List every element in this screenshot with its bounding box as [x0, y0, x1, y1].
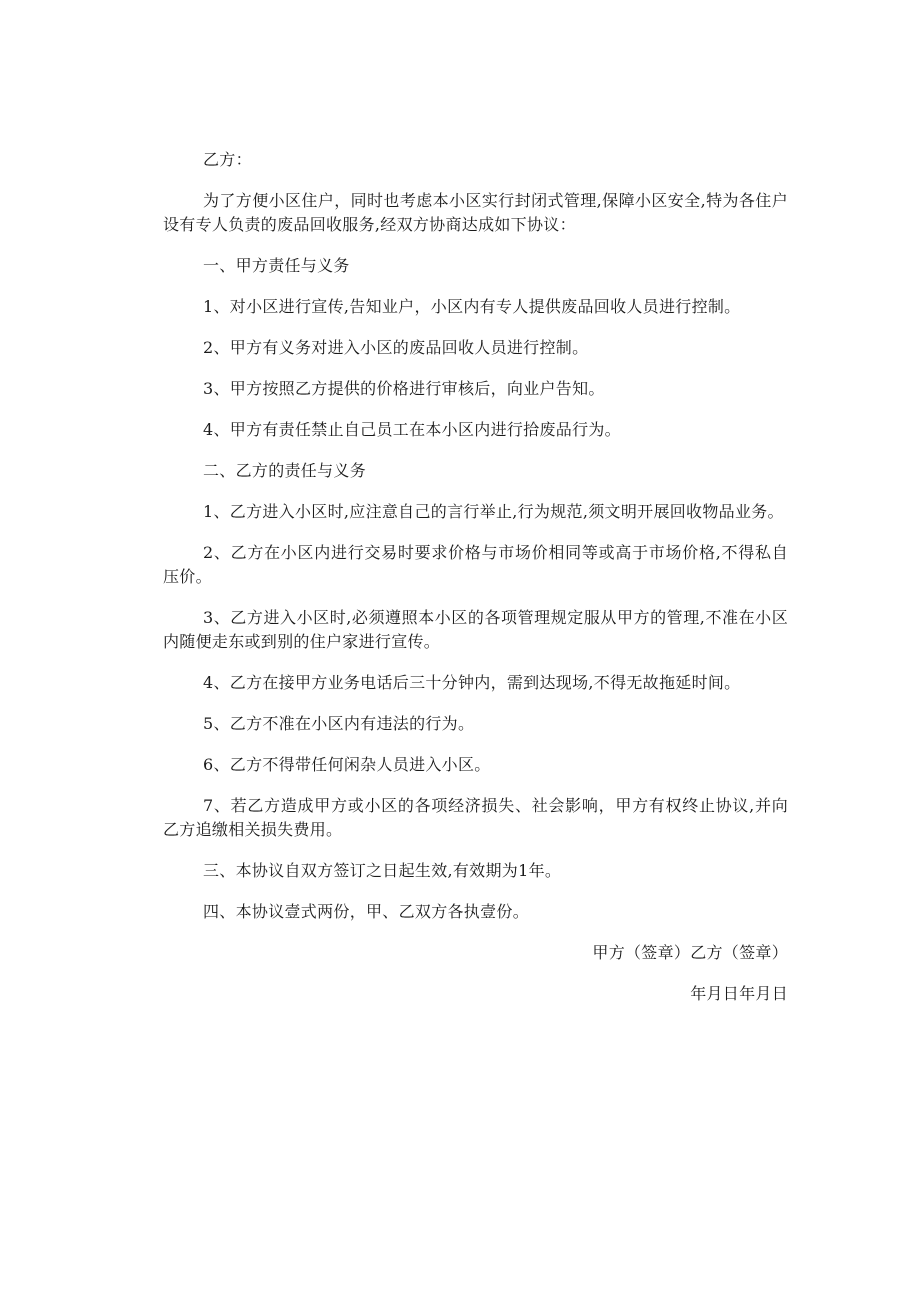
section2-item: 6、乙方不得带任何闲杂人员进入小区。	[203, 755, 491, 774]
preamble-paragraph: 为了方便小区住户，同时也考虑本小区实行封闭式管理,保障小区安全,特为各住户设有专人负责的废品回收服务,经双方协商达成如下协议：	[163, 191, 788, 234]
addressee: 乙方：	[203, 150, 252, 169]
date-line: 年月日年月日	[690, 984, 788, 1003]
section2-item: 7、若乙方造成甲方或小区的各项经济损失、社会影响，甲方有权终止协议,并向乙方追缴相关损失费用。	[163, 796, 788, 839]
signature-line: 甲方（签章）乙方（签章）	[592, 943, 788, 962]
section1-item: 4、甲方有责任禁止自己员工在本小区内进行拾废品行为。	[203, 420, 621, 439]
agreement-body	[163, 148, 788, 1006]
section1-item: 2、甲方有义务对进入小区的废品回收人员进行控制。	[203, 338, 589, 357]
section2-item: 5、乙方不准在小区内有违法的行为。	[203, 714, 475, 733]
section2-item: 3、乙方进入小区时,必须遵照本小区的各项管理规定服从甲方的管理,不准在小区内随便走东或到别的住户家进行宣传。	[163, 608, 788, 651]
section2-item: 1、乙方进入小区时,应注意自己的言行举止,行为规范,须文明开展回收物品业务。	[203, 502, 784, 521]
section1-item: 3、甲方按照乙方提供的价格进行审核后，向业户告知。	[203, 379, 605, 398]
section3-clause: 三、本协议自双方签订之日起生效,有效期为1年。	[203, 861, 562, 880]
section2-item: 4、乙方在接甲方业务电话后三十分钟内，需到达现场,不得无故拖延时间。	[203, 673, 741, 692]
section2-item: 2、乙方在小区内进行交易时要求价格与市场价相同等或高于市场价格,不得私自压价。	[163, 543, 788, 586]
section2-heading: 二、乙方的责任与义务	[203, 461, 367, 480]
section1-heading: 一、甲方责任与义务	[203, 256, 350, 275]
section4-clause: 四、本协议壹式两份，甲、乙双方各执壹份。	[203, 902, 530, 921]
section1-item: 1、对小区进行宣传,告知业户，小区内有专人提供废品回收人员进行控制。	[203, 297, 741, 316]
